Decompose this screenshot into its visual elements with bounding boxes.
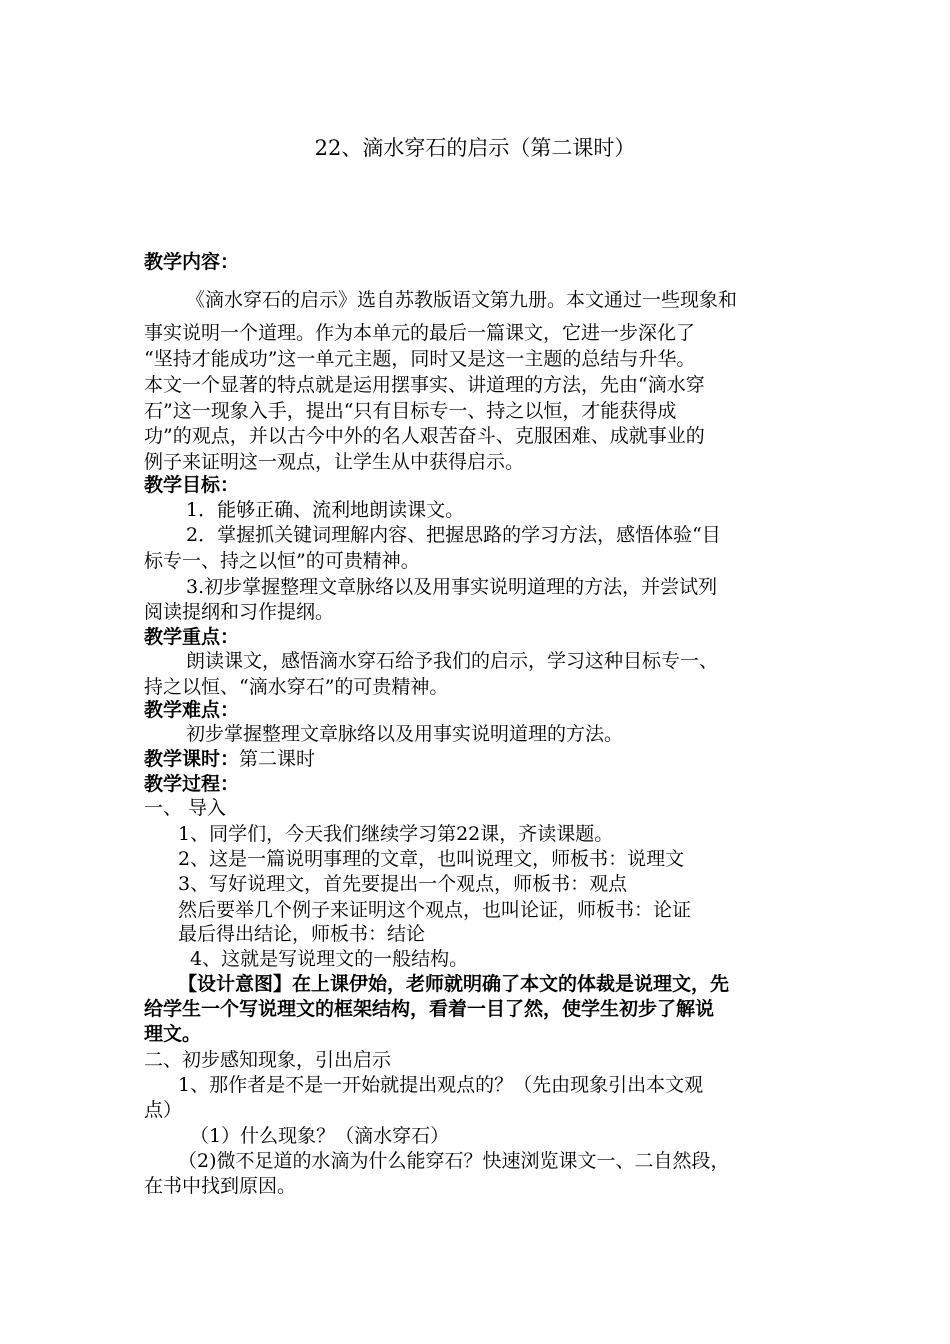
step1-line: 2、这是一篇说明事理的文章，也叫说理文，师板书：说理文 [178,848,685,870]
step2-line: （2)微不足道的水滴为什么能穿石？快速浏览课文一、二自然段， [178,1150,730,1172]
step1-line: 最后得出结论，师板书：结论 [178,923,426,945]
goal-item: 1．能够正确、流利地朗读课文。 [186,499,465,521]
design-intent-line: 理文。 [144,1023,202,1045]
key-line: 朗读课文，感悟滴水穿石给予我们的启示，学习这种目标专一、 [186,650,719,672]
key-line: 持之以恒、“滴水穿石”的可贵精神。 [144,676,449,698]
difficulty-heading: 教学难点： [144,699,240,721]
difficulty-line: 初步掌握整理文章脉络以及用事实说明道理的方法。 [186,723,624,745]
content-heading: 教学内容： [144,251,240,273]
content-line: 事实说明一个道理。作为本单元的最后一篇课文，它进一步深化了 [144,322,696,344]
design-intent-line: 给学生一个写说理文的框架结构，看着一目了然，使学生初步了解说 [144,998,715,1020]
goal-item: 2．掌握抓关键词理解内容、把握思路的学习方法，感悟体验“目 [186,524,721,546]
step2-line: （1）什么现象？（滴水穿石） [190,1125,450,1147]
step2-heading: 二、初步感知现象，引出启示 [144,1049,392,1071]
goal-item: 标专一、持之以恒”的可贵精神。 [144,550,420,572]
step1-line: 1、同学们，今天我们继续学习第22课，齐读课题。 [178,823,614,845]
period-heading: 教学课时： [144,748,240,770]
content-line: 《滴水穿石的启示》选自苏教版语文第九册。本文通过一些现象和 [186,289,738,311]
period-row [144,746,315,772]
step1-line: 然后要举几个例子来证明这个观点，也叫论证，师板书：论证 [178,899,692,921]
key-heading: 教学重点： [144,626,240,648]
step2-line: 在书中找到原因。 [144,1175,297,1197]
step1-line: 4、这就是写说理文的一般结构。 [190,948,469,970]
step2-line: 1、那作者是不是一开始就提出观点的？（先由现象引出本文观 [178,1074,704,1096]
design-intent-line: 【设计意图】在上课伊始，老师就明确了本文的体裁是说理文，先 [178,973,730,995]
step2-line: 点） [144,1099,183,1121]
content-line: 本文一个显著的特点就是运用摆事实、讲道理的方法，先由“滴水穿 [144,374,705,396]
period-value: 第二课时 [239,748,316,770]
step1-line: 3、写好说理文，首先要提出一个观点，师板书：观点 [178,873,628,895]
goal-item: 阅读提纲和习作提纲。 [144,601,335,623]
content-line: 石”这一现象入手，提出“只有目标专一、持之以恒，才能获得成 [144,400,677,422]
content-line: 功”的观点，并以古今中外的名人艰苦奋斗、克服困难、成就事业的 [144,425,705,447]
content-line: “坚持才能成功”这一单元主题，同时又是这一主题的总结与升华。 [144,348,696,370]
goals-heading: 教学目标： [144,474,240,496]
step1-heading: 一、 导入 [144,797,227,819]
content-line: 例子来证明这一观点，让学生从中获得启示。 [144,451,525,473]
document-title: 22、滴水穿石的启示（第二课时） [314,136,636,160]
goal-item: 3.初步掌握整理文章脉络以及用事实说明道理的方法，并尝试列 [186,576,718,598]
process-heading: 教学过程： [144,773,240,795]
